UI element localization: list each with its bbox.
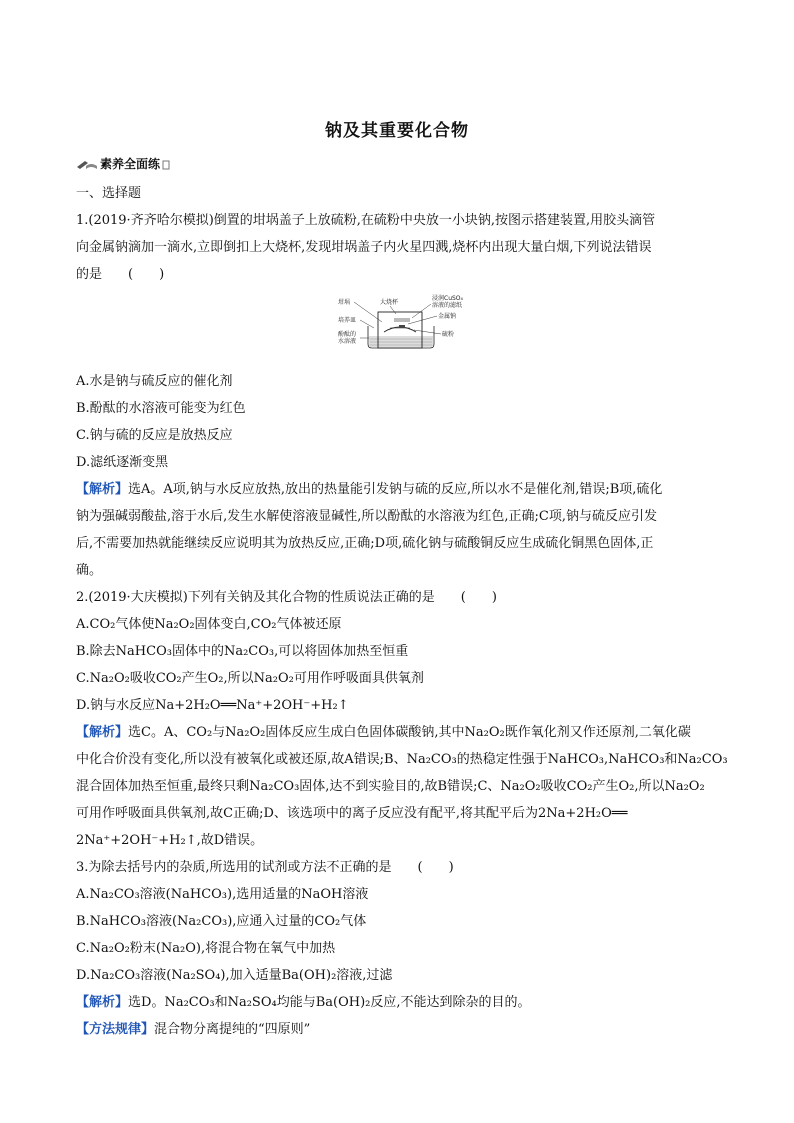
label-ganguo: 坩埚	[338, 299, 351, 306]
q1-stem-line-1: 1.(2019·齐齐哈尔模拟)倒置的坩埚盖子上放硫粉,在硫粉中央放一小块钠,按图示搭建装置,用胶头滴管	[76, 213, 656, 228]
q1-apparatus-figure	[76, 292, 722, 362]
q3-method-line	[76, 1016, 722, 1043]
label-fenzhi-1: 酚酞的	[338, 331, 357, 338]
label-cuso4-1: 浸润CuSO₄	[432, 295, 463, 302]
q3-option-a: A.Na₂CO₃溶液(NaHCO₃),选用适量的NaOH溶液	[76, 887, 369, 902]
q3-option-d: D.Na₂CO₃溶液(Na₂SO₄),加入适量Ba(OH)₂溶液,过滤	[76, 968, 393, 983]
q3-option-c: C.Na₂O₂粉末(Na₂O),将混合物在氧气中加热	[76, 941, 336, 956]
q1-stem-line-2: 向金属钠滴加一滴水,立即倒扣上大烧杯,发现坩埚盖子内火星四溅,烧杯内出现大量白烟,下列说法错误	[76, 240, 652, 255]
label-dashaobei: 大烧杯	[380, 299, 399, 306]
pencil-book-icon	[76, 158, 98, 170]
q2-option-c: C.Na₂O₂吸收CO₂产生O₂,所以Na₂O₂可用作呼吸面具供氧剂	[76, 671, 424, 686]
section-heading: 一、选择题	[76, 186, 142, 201]
section-badge	[76, 155, 170, 172]
q2-option-b: B.除去NaHCO₃固体中的Na₂CO₃,可以将固体加热至恒重	[76, 644, 409, 659]
q2-analysis-tag: 【解析】	[76, 725, 129, 740]
q1-stem-line-3: 的是 ( )	[76, 267, 165, 282]
q1-option-b: B.酚酞的水溶液可能变为红色	[76, 401, 246, 416]
q1-option-a: A.水是钠与硫反应的催化剂	[76, 374, 233, 389]
page-title: 钠及其重要化合物	[325, 121, 469, 141]
q3-method-text: 混合物分离提纯的“四原则”	[154, 1022, 311, 1037]
q2-analysis-line-5: 2Na⁺+2OH⁻+H₂↑,故D错误。	[76, 833, 264, 848]
q2-analysis-line-1	[76, 719, 722, 746]
question-content	[76, 180, 728, 1043]
q3-analysis-tag: 【解析】	[76, 995, 129, 1010]
q2-option-d: D.钠与水反应Na+2H₂O══Na⁺+2OH⁻+H₂↑	[76, 698, 349, 713]
q3-method-tag: 【方法规律】	[76, 1022, 155, 1037]
label-jinshuna: 金属钠	[438, 313, 457, 320]
q1-analysis-tag: 【解析】	[76, 482, 129, 497]
q2-stem: 2.(2019·大庆模拟)下列有关钠及其化合物的性质说法正确的是 ( )	[76, 590, 497, 605]
q2-option-a: A.CO₂气体使Na₂O₂固体变白,CO₂气体被还原	[76, 617, 342, 632]
q3-option-b: B.NaHCO₃溶液(Na₂CO₃),应通入过量的CO₂气体	[76, 914, 367, 929]
label-fenzhi-2: 水溶液	[338, 338, 357, 345]
q1-option-c: C.钠与硫的反应是放热反应	[76, 428, 233, 443]
q1-analysis-line-3: 后,不需要加热就能继续反应说明其为放热反应,正确;D项,硫化钠与硫酸铜反应生成硫化铜黑色固体,正	[76, 536, 654, 551]
q3-analysis-text-1: 选D。Na₂CO₃和Na₂SO₄均能与Ba(OH)₂反应,不能达到除杂的目的。	[128, 995, 531, 1010]
label-peiyangmin: 培养皿	[338, 317, 357, 324]
q1-analysis-text-1: 选A。A项,钠与水反应放热,放出的热量能引发钠与硫的反应,所以水不是催化剂,错误;B项,硫化	[128, 482, 663, 497]
label-liufen: 硫粉	[442, 331, 455, 338]
q2-analysis-line-2: 中化合价没有变化,所以没有被氧化或被还原,故A错误;B、Na₂CO₃的热稳定性强于NaHCO₃,NaHCO₃和Na₂CO₃	[76, 752, 728, 767]
label-cuso4-2: 溶液的滤纸	[432, 302, 463, 309]
section-badge-label: 素养全面练	[100, 157, 161, 171]
q2-analysis-text-1: 选C。A、CO₂与Na₂O₂固体反应生成白色固体碳酸钠,其中Na₂O₂既作氧化剂又作还原剂,二氧化碳	[128, 725, 691, 740]
q3-analysis-line-1	[76, 989, 722, 1016]
badge-tail-icon	[162, 159, 170, 169]
q2-analysis-line-3: 混合固体加热至恒重,最终只剩Na₂CO₃固体,达不到实验目的,故B错误;C、Na₂O₂吸收CO₂产生O₂,所以Na₂O₂	[76, 779, 705, 794]
q1-analysis-line-4: 确。	[76, 563, 103, 578]
q1-analysis-line-2: 钠为强碱弱酸盐,溶于水后,发生水解使溶液显碱性,所以酚酞的水溶液为红色,正确;C项,钠与硫反应引发	[76, 509, 657, 524]
q2-analysis-line-4: 可用作呼吸面具供氧剂,故C正确;D、该选项中的离子反应没有配平,将其配平后为2Na+2H₂O══	[76, 806, 628, 821]
q3-stem: 3.为除去括号内的杂质,所选用的试剂或方法不正确的是 ( )	[76, 860, 454, 875]
q1-analysis-line-1	[76, 476, 722, 503]
q1-option-d: D.滤纸逐渐变黑	[76, 455, 169, 470]
